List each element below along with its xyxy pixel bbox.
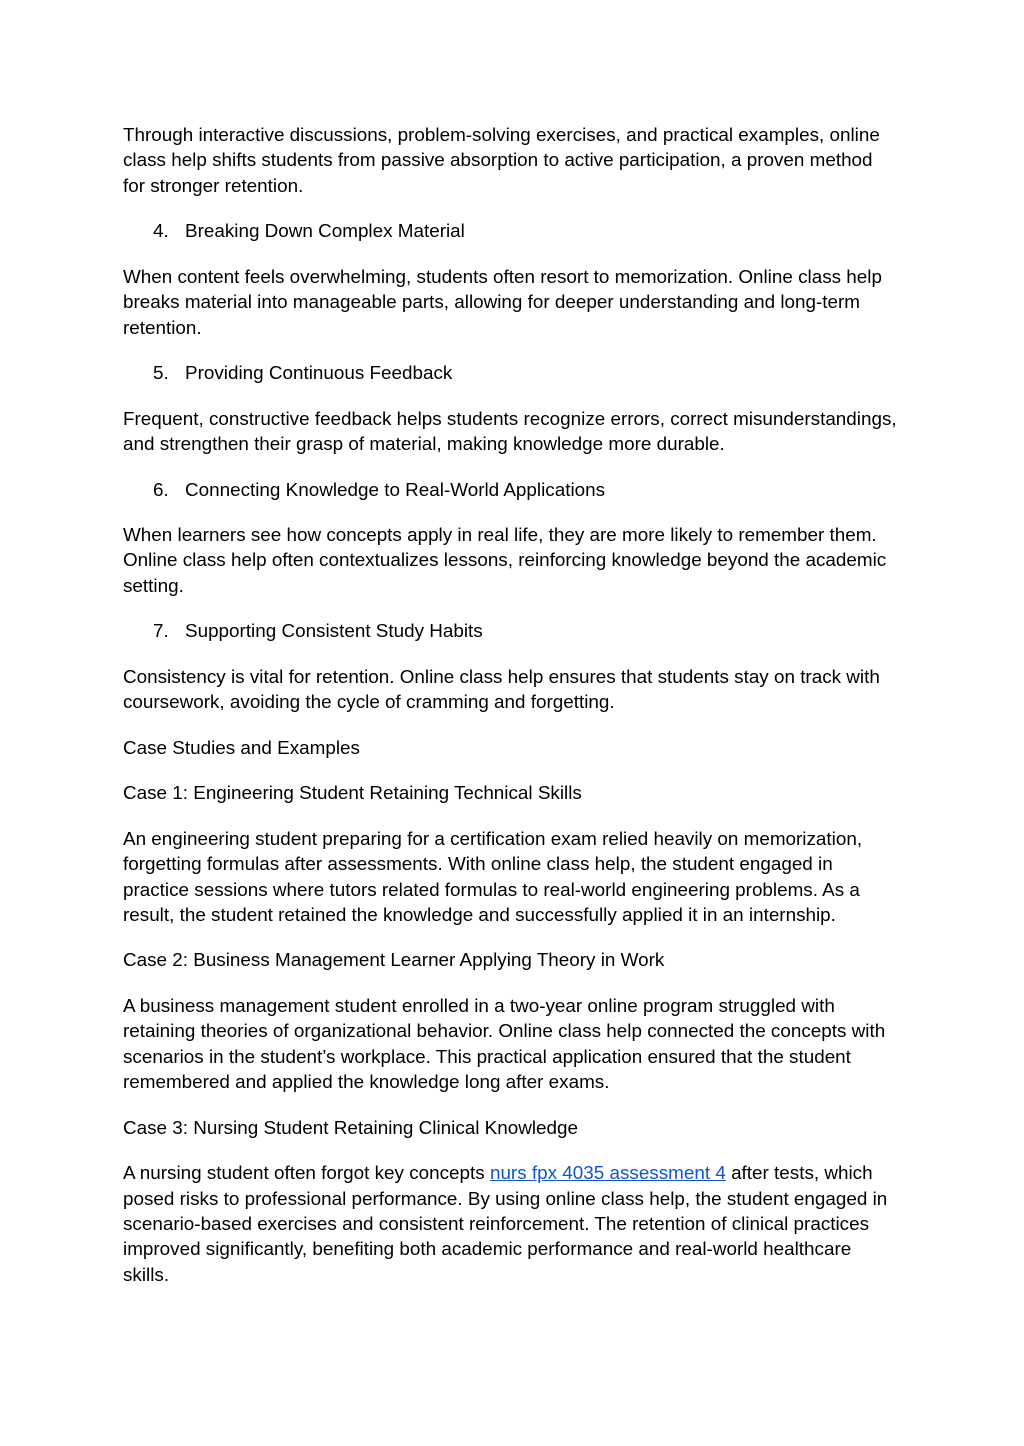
numbered-heading-6-label: Connecting Knowledge to Real-World Applications [185,478,606,500]
case-3-paragraph [123,1160,898,1287]
paragraph-real-world: When learners see how concepts apply in real life, they are more likely to remember them. Online class help often contextualizes lessons, reinforcing knowledge beyond the academic setting. [123,524,887,596]
numbered-heading-7-marker: 7. [153,620,169,642]
case-3-text-before-link: A nursing student often forgot key concepts [123,1162,490,1184]
numbered-heading-5-label: Providing Continuous Feedback [185,362,453,384]
case-2-heading: Case 2: Business Management Learner Applying Theory in Work [123,949,665,971]
numbered-heading-4-marker: 4. [153,220,169,242]
numbered-heading-7-label: Supporting Consistent Study Habits [185,620,483,642]
paragraph-breaking-down: When content feels overwhelming, students often resort to memorization. Online class help breaks material into manageable parts, allowing for deeper understanding and long-term retention. [123,265,882,338]
case-3-heading: Case 3: Nursing Student Retaining Clinical Knowledge [123,1116,578,1138]
numbered-heading-5-marker: 5. [153,362,169,384]
case-2-paragraph: A business management student enrolled in a two-year online program struggled with retaining theories of organizational behavior. Online class help connected the concepts with scenarios in the student’s workplace. This practical application ensured that the student remembered and applied the knowledge long after exams. [123,994,886,1093]
numbered-heading-6-marker: 6. [153,478,169,500]
numbered-heading-4 [123,218,898,243]
section-heading-case-studies: Case Studies and Examples [123,736,360,758]
case-3-text-after-link: after tests, which posed risks to professional performance. By using online class help, the student engaged in scenario-based exercises and consistent reinforcement. The retention of clinical practices improved significantly, benefiting both academic performance and real-world healthcare skills. [123,1162,888,1285]
case-1-paragraph: An engineering student preparing for a certification exam relied heavily on memorization, forgetting formulas after assessments. With online class help, the student engaged in practice sessions where tutors related formulas to real-world engineering problems. As a result, the student retained the knowledge and successfully applied it in an internship. [123,827,863,925]
paragraph-study-habits: Consistency is vital for retention. Online class help ensures that students stay on track with coursework, avoiding the cycle of cramming and forgetting. [123,665,880,713]
case-1-heading: Case 1: Engineering Student Retaining Technical Skills [123,782,582,804]
paragraph-feedback: Frequent, constructive feedback helps students recognize errors, correct misunderstandings, and strengthen their grasp of material, making knowledge more durable. [123,407,897,455]
nurs-fpx-4035-assessment-4-link[interactable]: nurs fpx 4035 assessment 4 [489,1162,726,1184]
numbered-heading-6 [123,477,898,502]
numbered-heading-5 [123,360,898,385]
intro-paragraph: Through interactive discussions, problem-solving exercises, and practical examples, online class help shifts students from passive absorption to active participation, a proven method for stronger retention. [123,124,880,196]
numbered-heading-4-label: Breaking Down Complex Material [185,220,465,242]
document-body [123,122,898,1287]
numbered-heading-7 [123,618,898,643]
